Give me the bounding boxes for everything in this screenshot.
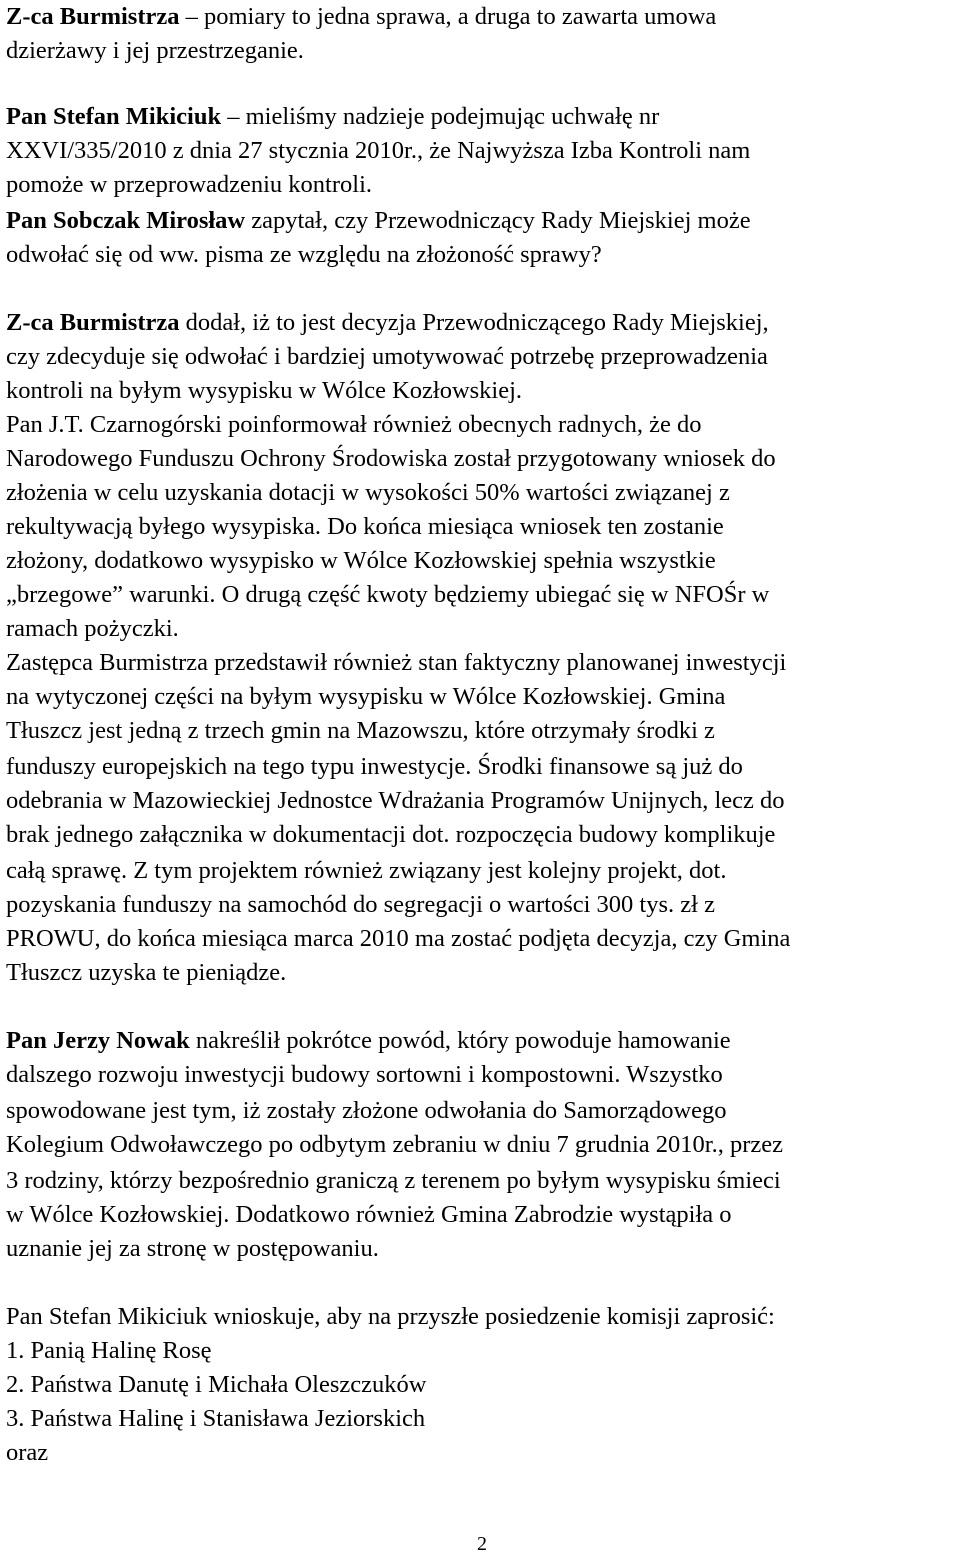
line-text: Pan Stefan Mikiciuk wnioskuje, aby na przyszłe posiedzenie komisji zaprosić:	[6, 1303, 775, 1330]
text-line	[6, 1128, 783, 1161]
line-text: uznanie jej za stronę w postępowaniu.	[6, 1235, 379, 1262]
line-text: 3 rodziny, którzy bezpośrednio graniczą z terenem po byłym wysypisku śmieci	[6, 1167, 781, 1194]
line-text: „brzegowe” warunki. O drugą część kwoty będziemy ubiegać się w NFOŚr w	[6, 581, 770, 608]
text-line	[6, 204, 751, 237]
line-text: – mieliśmy nadzieje podejmując uchwałę nr	[221, 103, 660, 130]
text-line	[6, 922, 790, 955]
page-number: 2	[477, 1533, 487, 1555]
text-line	[6, 818, 775, 851]
text-line	[6, 1058, 723, 1091]
line-text: na wytyczonej części na byłym wysypisku w Wólce Kozłowskiej. Gmina	[6, 683, 726, 710]
text-line	[6, 0, 716, 33]
text-line	[6, 374, 522, 407]
speaker-name: Pan Jerzy Nowak	[6, 1027, 190, 1054]
line-text: 1. Panią Halinę Rosę	[6, 1337, 212, 1364]
text-line	[6, 442, 776, 475]
text-line	[6, 1402, 425, 1435]
text-line	[6, 1164, 781, 1197]
line-text: 2. Państwa Danutę i Michała Oleszczuków	[6, 1371, 427, 1398]
text-line	[6, 680, 725, 713]
text-line	[6, 1300, 775, 1333]
line-text: spowodowane jest tym, iż zostały złożone odwołania do Samorządowego	[6, 1097, 727, 1124]
text-line	[6, 1198, 732, 1231]
line-text: Tłuszcz uzyska te pieniądze.	[6, 959, 287, 986]
text-line	[6, 476, 730, 509]
text-line	[6, 34, 304, 67]
text-line	[6, 854, 726, 887]
line-text: dodał, iż to jest decyzja Przewodniczącego Rady Miejskiej,	[179, 309, 769, 336]
speaker-name: Z-ca Burmistrza	[6, 309, 180, 336]
line-text: pomoże w przeprowadzeniu kontroli.	[6, 171, 373, 198]
text-line	[6, 408, 702, 441]
text-line	[6, 100, 659, 133]
line-text: zapytał, czy Przewodniczący Rady Miejskiej może	[245, 207, 751, 234]
line-text: całą sprawę. Z tym projektem również związany jest kolejny projekt, dot.	[6, 857, 727, 884]
text-line	[6, 238, 602, 271]
text-line	[6, 134, 750, 167]
line-text: czy zdecyduje się odwołać i bardziej umotywować potrzebę przeprowadzenia	[6, 343, 768, 370]
line-text: ramach pożyczki.	[6, 615, 179, 642]
text-line	[6, 714, 715, 747]
line-text: oraz	[6, 1439, 49, 1466]
line-text: dzierżawy i jej przestrzeganie.	[6, 37, 304, 64]
text-line	[6, 510, 724, 543]
speaker-name: Z-ca Burmistrza	[6, 3, 180, 30]
text-line	[6, 340, 768, 373]
line-text: brak jednego załącznika w dokumentacji dot. rozpoczęcia budowy komplikuje	[6, 821, 776, 848]
line-text: kontroli na byłym wysypisku w Wólce Kozłowskiej.	[6, 377, 523, 404]
text-line	[6, 646, 786, 679]
line-text: Zastępca Burmistrza przedstawił również stan faktyczny planowanej inwestycji	[6, 649, 787, 676]
line-text: funduszy europejskich na tego typu inwestycje. Środki finansowe są już do	[6, 753, 743, 780]
line-text: PROWU, do końca miesiąca marca 2010 ma zostać podjęta decyzja, czy Gmina	[6, 925, 791, 952]
line-text: Tłuszcz jest jedną z trzech gmin na Mazowszu, które otrzymały środki z	[6, 717, 715, 744]
text-line	[6, 1024, 731, 1057]
line-text: odebrania w Mazowieckiej Jednostce Wdrażania Programów Unijnych, lecz do	[6, 787, 785, 814]
line-text: odwołać się od ww. pisma ze względu na złożoność sprawy?	[6, 241, 602, 268]
line-text: złożony, dodatkowo wysypisko w Wólce Kozłowskiej spełnia wszystkie	[6, 547, 716, 574]
line-text: w Wólce Kozłowskiej. Dodatkowo również Gmina Zabrodzie wystąpiła o	[6, 1201, 732, 1228]
text-line	[6, 956, 286, 989]
line-text: 3. Państwa Halinę i Stanisława Jeziorskich	[6, 1405, 426, 1432]
text-line	[6, 168, 372, 201]
line-text: – pomiary to jedna sprawa, a druga to zawarta umowa	[179, 3, 717, 30]
speaker-name: Pan Sobczak Mirosław	[6, 207, 246, 234]
line-text: pozyskania funduszy na samochód do segregacji o wartości 300 tys. zł z	[6, 891, 715, 918]
text-line	[6, 784, 785, 817]
line-text: dalszego rozwoju inwestycji budowy sortowni i kompostowni. Wszystko	[6, 1061, 723, 1088]
text-line	[6, 612, 179, 645]
line-text: rekultywacją byłego wysypiska. Do końca miesiąca wniosek ten zostanie	[6, 513, 724, 540]
text-line	[6, 578, 769, 611]
text-line	[6, 1334, 212, 1367]
text-line	[6, 1094, 727, 1127]
speaker-name: Pan Stefan Mikiciuk	[6, 103, 222, 130]
line-text: nakreślił pokrótce powód, który powoduje hamowanie	[189, 1027, 731, 1054]
line-text: Narodowego Funduszu Ochrony Środowiska został przygotowany wniosek do	[6, 445, 776, 472]
text-line	[6, 544, 716, 577]
text-line	[6, 888, 715, 921]
text-line	[6, 750, 743, 783]
line-text: Kolegium Odwoławczego po odbytym zebraniu w dniu 7 grudnia 2010r., przez	[6, 1131, 784, 1158]
line-text: XXVI/335/2010 z dnia 27 stycznia 2010r., że Najwyższa Izba Kontroli nam	[6, 137, 751, 164]
text-line	[6, 1436, 48, 1469]
text-line	[6, 1368, 426, 1401]
line-text: Pan J.T. Czarnogórski poinformował również obecnych radnych, że do	[6, 411, 702, 438]
text-line	[6, 1232, 379, 1265]
text-line	[6, 306, 769, 339]
line-text: złożenia w celu uzyskania dotacji w wysokości 50% wartości związanej z	[6, 479, 730, 506]
